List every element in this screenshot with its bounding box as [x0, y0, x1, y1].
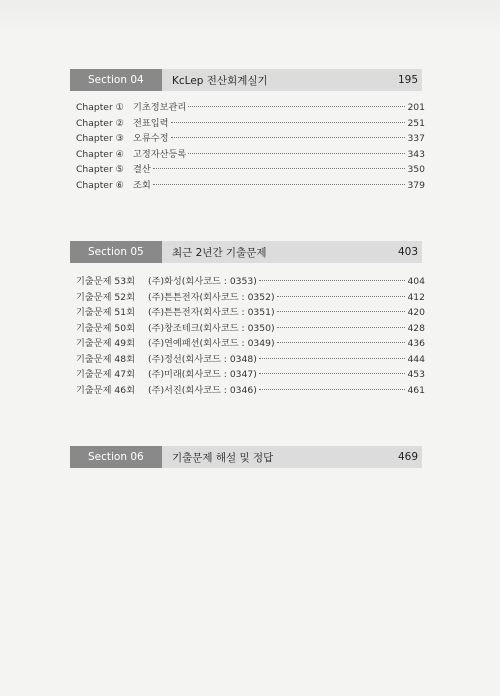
dot-leader	[259, 373, 406, 374]
item-prefix: Chapter ④	[76, 148, 124, 160]
toc-item	[76, 146, 425, 162]
toc-item	[76, 177, 425, 193]
scan-top-band	[0, 0, 500, 36]
item-page: 420	[407, 307, 425, 318]
section-title: 기출문제 해설 및 정답	[172, 451, 274, 464]
dot-leader	[188, 153, 405, 154]
dot-leader	[277, 296, 406, 297]
dot-leader	[153, 168, 406, 169]
dot-leader	[188, 106, 405, 107]
item-prefix: Chapter ③	[76, 133, 124, 144]
item-prefix: 기출문제 53회	[76, 276, 135, 287]
dot-leader	[277, 342, 406, 343]
section-title-bar	[162, 241, 422, 263]
item-prefix: Chapter ⑤	[76, 164, 124, 175]
item-page: 404	[407, 276, 425, 287]
item-title: 결산	[133, 164, 151, 175]
item-title: (주)창조테크(회사코드 : 0350)	[148, 322, 275, 334]
item-page: 436	[407, 338, 425, 349]
item-page: 412	[407, 291, 425, 303]
dot-leader	[153, 184, 406, 185]
item-prefix: 기출문제 49회	[76, 338, 135, 349]
item-page: 337	[407, 133, 425, 144]
item-title: (주)연예패션(회사코드 : 0349)	[148, 338, 275, 349]
section-title: KcLep 전산회계실기	[172, 74, 268, 87]
section-title-bar	[162, 69, 422, 91]
section-04-list	[76, 99, 425, 192]
section-title: 최근 2년간 기출문제	[172, 246, 267, 259]
item-title: 조회	[133, 179, 151, 191]
dot-leader	[277, 311, 406, 312]
item-page: 201	[407, 102, 425, 113]
item-page: 453	[407, 369, 425, 380]
toc-item	[76, 130, 425, 146]
toc-item	[76, 273, 425, 289]
item-title: (주)튼튼전자(회사코드 : 0352)	[148, 291, 275, 303]
dot-leader	[259, 389, 406, 390]
section-title-bar	[162, 446, 422, 468]
toc-item	[76, 351, 425, 367]
section-label: Section 04	[70, 69, 162, 91]
section-page: 195	[397, 74, 418, 86]
item-title: 전표입력	[133, 117, 169, 129]
section-header-05	[70, 241, 422, 263]
section-header-06	[70, 446, 422, 468]
section-header-04	[70, 69, 422, 91]
toc-item	[76, 115, 425, 131]
item-page: 428	[407, 322, 425, 334]
item-prefix: 기출문제 48회	[76, 353, 135, 365]
item-page: 461	[407, 384, 425, 396]
item-title: (주)튼튼전자(회사코드 : 0351)	[148, 307, 275, 318]
item-prefix: 기출문제 46회	[76, 384, 135, 396]
item-title: 기초정보관리	[133, 102, 187, 113]
item-prefix: 기출문제 47회	[76, 369, 135, 380]
item-prefix: Chapter ①	[76, 102, 124, 113]
item-title: 오류수정	[133, 133, 169, 144]
item-prefix: Chapter ②	[76, 117, 124, 129]
dot-leader	[277, 327, 406, 328]
item-title: (주)미래(회사코드 : 0347)	[148, 369, 257, 380]
section-05-list	[76, 273, 425, 397]
item-page: 379	[407, 179, 425, 191]
toc-item	[76, 304, 425, 320]
dot-leader	[171, 122, 406, 123]
section-page: 403	[397, 246, 418, 258]
item-page: 343	[407, 148, 425, 160]
section-label: Section 06	[70, 446, 162, 468]
dot-leader	[259, 280, 406, 281]
item-prefix: 기출문제 51회	[76, 307, 135, 318]
dot-leader	[171, 137, 406, 138]
toc-item	[76, 382, 425, 398]
section-page: 469	[397, 451, 418, 463]
toc-item	[76, 289, 425, 305]
item-title: (주)화성(회사코드 : 0353)	[148, 276, 257, 287]
item-prefix: 기출문제 52회	[76, 291, 135, 303]
item-prefix: Chapter ⑥	[76, 179, 124, 191]
item-title: (주)정선(회사코드 : 0348)	[148, 353, 257, 365]
item-page: 251	[407, 117, 425, 129]
item-prefix: 기출문제 50회	[76, 322, 135, 334]
item-title: (주)서진(회사코드 : 0346)	[148, 384, 257, 396]
toc-item	[76, 99, 425, 115]
item-page: 444	[407, 353, 425, 365]
toc-item	[76, 320, 425, 336]
item-page: 350	[407, 164, 425, 175]
item-title: 고정자산등록	[133, 148, 187, 160]
toc-item	[76, 366, 425, 382]
dot-leader	[259, 358, 406, 359]
section-label: Section 05	[70, 241, 162, 263]
toc-item	[76, 335, 425, 351]
toc-item	[76, 161, 425, 177]
